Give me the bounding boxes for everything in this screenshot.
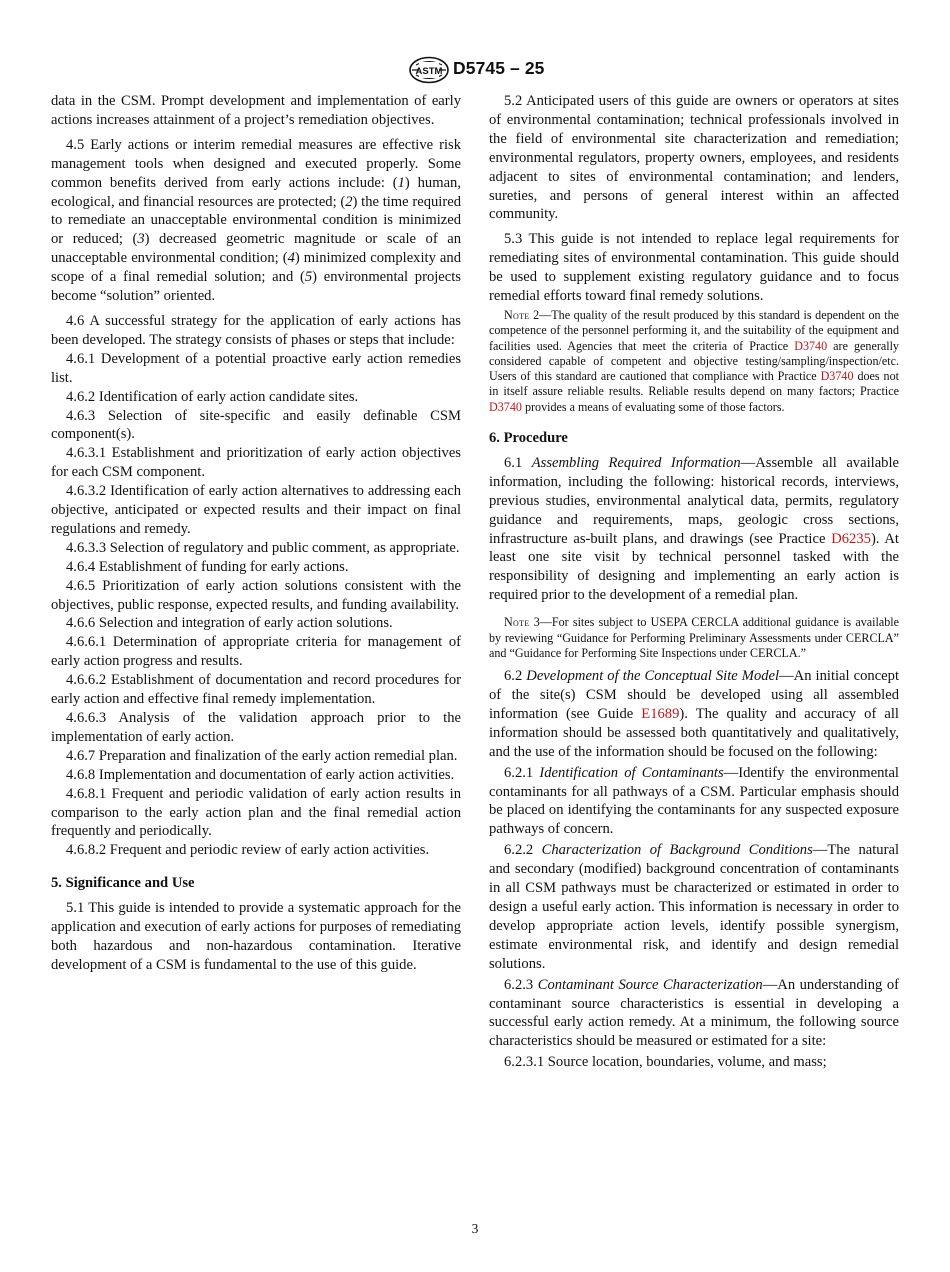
astm-logo-icon: [408, 56, 450, 84]
paragraph-4-6-6-1: 4.6.6.1 Determination of appropriate criteria for management of early action progress and results.: [51, 634, 461, 670]
paragraph-4-6-2: 4.6.2 Identification of early action candidate sites.: [66, 388, 359, 405]
svg-text:ASTM: ASTM: [415, 66, 443, 77]
paragraph-5-3: 5.3 This guide is not intended to replace legal requirements for remediating sites of environmental contamination. This guide should be used to supplement existing regulatory guidance and to focus remedial efforts toward final remedy solutions.: [489, 231, 899, 305]
paragraph-4-6-6: 4.6.6 Selection and integration of early action solutions.: [66, 615, 393, 632]
paragraph-4-6-7: 4.6.7 Preparation and finalization of the early action remedial plan.: [66, 747, 458, 764]
paragraph-4-6-3-1: 4.6.3.1 Establishment and prioritization of early action objectives for each CSM component.: [51, 445, 461, 481]
paragraph-6-2-2: 6.2.2 Characterization of Background Conditions—The natural and secondary (modified) background concentration of contaminants in all CSM pathways must be characterized or estimated in order to design a useful early action. This information is necessary in order to develop appropriate action levels, identify possible synergism, estimate environmental risk, and identify and design remedial solutions.: [489, 842, 899, 972]
paragraph-4-6-8-1: 4.6.8.1 Frequent and periodic validation of early action results in comparison to the early action plan and the final remedial action frequently and periodically.: [51, 785, 461, 840]
page-number: 3: [471, 1221, 479, 1236]
paragraph-6-2-3: 6.2.3 Contaminant Source Characterization—An understanding of contaminant source characteristics is essential in developing a successful early action remedy. At a minimum, the following source characteristics should be measured or estimated for a site:: [489, 976, 899, 1050]
paragraph-4-4-continued: data in the CSM. Prompt development and implementation of early actions increases attainment of a project’s remediation objectives.: [51, 93, 461, 128]
paragraph-6-1: 6.1 Assembling Required Information—Assemble all available information, including the following: historical records, interviews, previous studies, environmental analytical data, permits, regulatory guidance and requirements, maps, geologic cross sections, infrastructure as-built plans, and drawings (see Practice D6235). At least one site visit by technical personnel tasked with the responsibility of designing and implementing an early action is required prior to the development of a remedial plan.: [489, 454, 899, 604]
paragraph-6-2-1: 6.2.1 Identification of Contaminants—Identify the environmental contaminants for all pathways of a CSM. Particular emphasis should be placed on identifying the contaminants for any suspected exposure pathways of concern.: [489, 764, 899, 838]
paragraph-4-6-1: 4.6.1 Development of a potential proactive early action remedies list.: [51, 350, 461, 386]
standard-designation: D5745 – 25: [453, 58, 545, 78]
paragraph-5-1: 5.1 This guide is intended to provide a systematic approach for the application and execution of early actions for purposes of remediating both hazardous and non-hazardous contamination. Iterative development of a CSM is fundamental to the use of this guide.: [51, 900, 461, 973]
right-column: [489, 92, 899, 1072]
paragraph-4-6-4: 4.6.4 Establishment of funding for early actions.: [66, 558, 349, 575]
section-5-heading: 5. Significance and Use: [51, 875, 195, 892]
paragraph-4-6-3: 4.6.3 Selection of site-specific and easily definable CSM component(s).: [51, 407, 461, 443]
paragraph-4-6: 4.6 A successful strategy for the application of early actions has been developed. The strategy consists of phases or steps that include:: [51, 312, 461, 348]
left-column: [51, 92, 461, 975]
paragraph-6-2-3-1: 6.2.3.1 Source location, boundaries, volume, and mass;: [504, 1054, 827, 1071]
paragraph-4-6-6-3: 4.6.6.3 Analysis of the validation approach prior to the implementation of early action.: [51, 710, 461, 745]
note-3: Note 3—For sites subject to USEPA CERCLA additional guidance is available by reviewing “Guidance for Performing Preliminary Assessments under CERCLA” and “Guidance for Performing Site Inspections under CERCLA.”: [489, 615, 899, 660]
section-6-heading: 6. Procedure: [489, 430, 568, 447]
paragraph-4-6-3-3: 4.6.3.3 Selection of regulatory and public comment, as appropriate.: [66, 539, 460, 556]
ref-e1689-link[interactable]: E1689: [641, 705, 680, 722]
page-header: [0, 56, 950, 86]
paragraph-4-6-8-2: 4.6.8.2 Frequent and periodic review of early action activities.: [66, 842, 430, 859]
paragraph-4-6-3-2: 4.6.3.2 Identification of early action alternatives to addressing each objective, anticipated or expected results and their impact on final regulations and remedy.: [51, 483, 461, 537]
note-2: Note 2—The quality of the result produced by this standard is dependent on the competence of the personnel performing it, and the suitability of the equipment and facilities used. Agencies that meet the criteria of Practice D3740 are generally considered capable of competent and objective testing/sampling/inspection/etc. Users of this standard are cautioned that compliance with Practice D3740 does not in itself assure reliable results. Reliable results depend on many factors; Practice D3740 provides a means of evaluating some of those factors.: [489, 307, 900, 414]
ref-d3740-link[interactable]: D3740: [820, 369, 854, 384]
paragraph-6-2: 6.2 Development of the Conceptual Site Model—An initial concept of the site(s) CSM should be developed using all assembled information (see Guide E1689). The quality and accuracy of all information should be assessed both quantitatively and qualitatively, and the use of the information should be focused on the following:: [489, 668, 900, 760]
paragraph-4-6-5: 4.6.5 Prioritization of early action solutions consistent with the objectives, public response, expected results, and funding availability.: [51, 577, 461, 613]
paragraph-4-6-6-2: 4.6.6.2 Establishment of documentation and record procedures for early action and effective final remedy implementation.: [51, 672, 461, 708]
ref-d3740-link[interactable]: D3740: [794, 338, 828, 353]
paragraph-5-2: 5.2 Anticipated users of this guide are owners or operators at sites of environmental contamination; technical professionals involved in the field of environmental site characterization and remediation; environmental regulators, property owners, employees, and residents adjacent to sites of environmental contamination; and lenders, sureties, and persons of general interest within an affected community.: [489, 93, 899, 223]
paragraph-4-5: 4.5 Early actions or interim remedial measures are effective risk management tools when designed and executed properly. Some common benefits derived from early actions include: (1) human, ecological, and financial resources are protected; (2) the time required to remediate an unacceptable environmental condition is minimized or reduced; (3) decreased geometric magnitude or scale of an unacceptable environmental condition; (4) minimized complexity and scope of a final remedial solution; and (5) environmental projects become “solution” oriented.: [51, 136, 461, 305]
ref-d6235-link[interactable]: D6235: [831, 530, 871, 547]
ref-d3740-link[interactable]: D3740: [489, 399, 522, 414]
paragraph-4-6-8: 4.6.8 Implementation and documentation of early action activities.: [66, 766, 455, 783]
